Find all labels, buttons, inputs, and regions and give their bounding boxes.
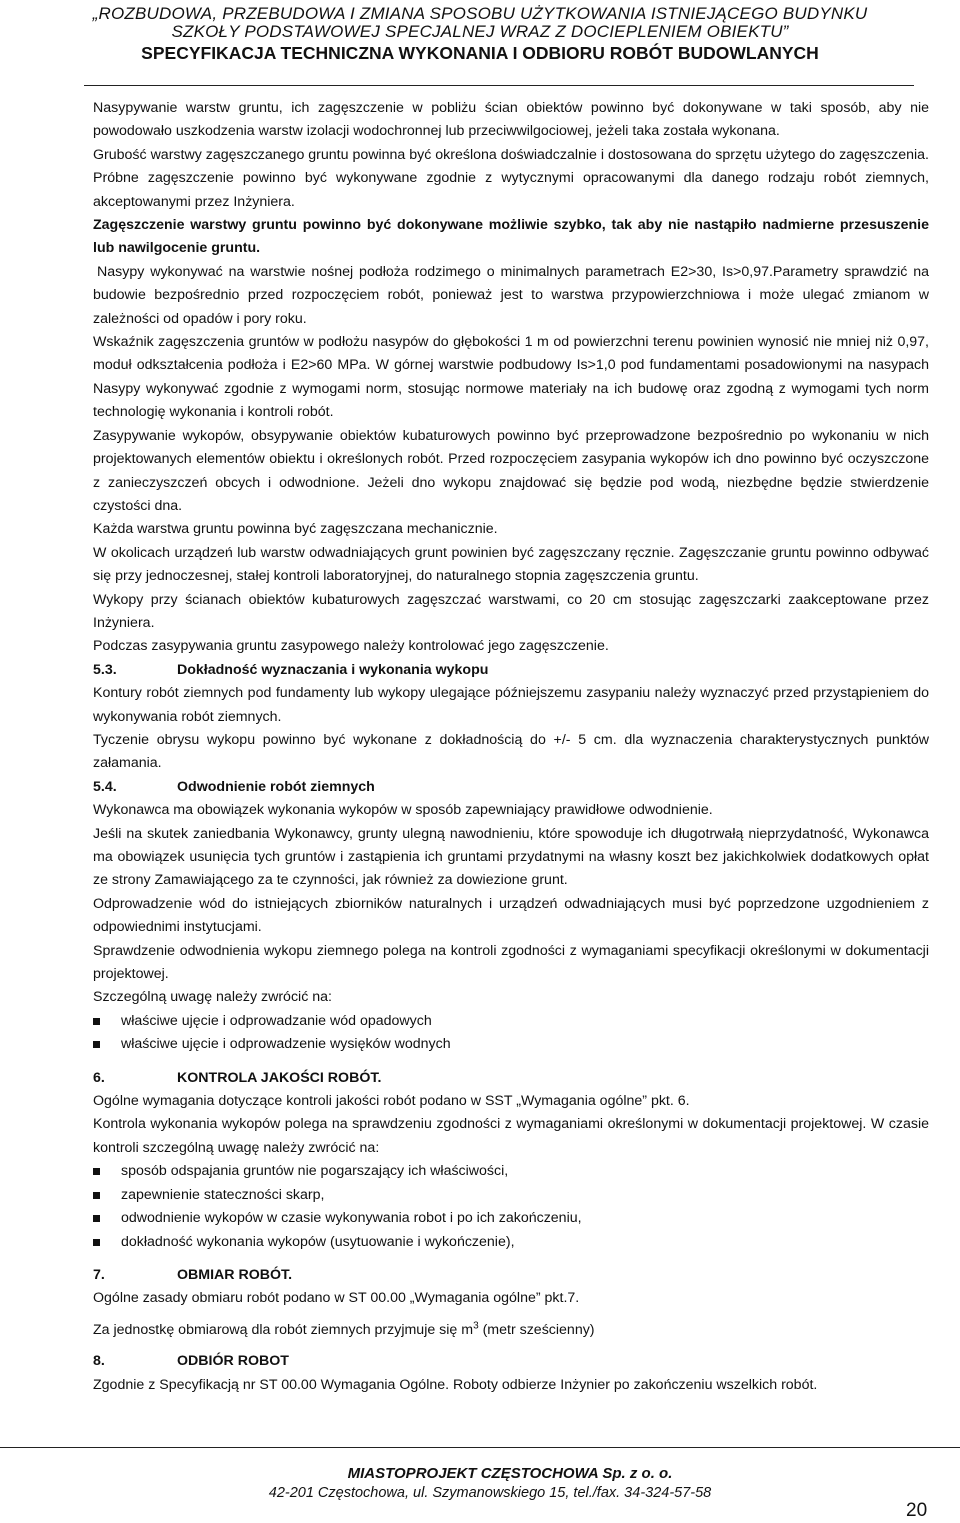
paragraph: Wykopy przy ścianach obiektów kubaturowych zagęszczać warstwami, co 20 cm stosując zagęszczarki zaakceptowane przez Inżyniera. bbox=[93, 591, 929, 631]
paragraph-unit bbox=[93, 1319, 929, 1342]
footer-company: MIASTOPROJEKT CZĘSTOCHOWA Sp. z o. o. bbox=[347, 1465, 673, 1482]
paragraph: Wskaźnik zagęszczenia gruntów w podłożu nasypów do głębokości 1 m od powierzchni terenu powinien wynosić nie mniej niż 0,97, moduł odkształcenia podłoża i E2>60 MPa. W górnej warstwie podbudowy Is>1,0 pod fundamentami posadowionymi na nasypach Nasypy wykonywać zgodnie z wymogami norm, stosując normowe materiały na ich budowę oraz zgodną z wymogami tych norm technologię wykonania i kontroli robót. bbox=[93, 334, 929, 421]
header-title-line-2: SZKOŁY PODSTAWOWEJ SPECJALNEJ WRAZ Z DOCIEPLENIEM OBIEKTU” bbox=[171, 22, 789, 41]
paragraph: Zgodnie z Specyfikacją nr ST 00.00 Wymagania Ogólne. Roboty odbierze Inżynier po zakończeniu wszelkich robót. bbox=[93, 1376, 818, 1393]
paragraph: Każda warstwa gruntu powinna być zagęszczana mechanicznie. bbox=[93, 521, 498, 538]
section-number: 6. bbox=[93, 1069, 105, 1086]
superscript: 3 bbox=[473, 1319, 479, 1331]
section-title: KONTROLA JAKOŚCI ROBÓT. bbox=[177, 1069, 382, 1086]
list-item: właściwe ujęcie i odprowadzenie wysięków wodnych bbox=[93, 1033, 929, 1056]
paragraph: Grubość warstwy zagęszczanego gruntu powinna być określona doświadczalnie i dostosowana do sprzętu użytego do zagęszczenia. Próbne zagęszczenie powinno być wykonywane zgodnie z wytycznymi opracowanymi dla danego rodzaju robót ziemnych, akceptowanymi przez Inżyniera. bbox=[93, 146, 929, 210]
section-number: 8. bbox=[93, 1353, 105, 1370]
paragraph: Kontury robót ziemnych pod fundamenty lub wykopy ulegające późniejszemu zasypaniu należy wyznaczyć przed przystąpieniem do wykonywania robót ziemnych. bbox=[93, 685, 929, 725]
paragraph: Podczas zasypywania gruntu zasypowego należy kontrolować jego zagęszczenie. bbox=[93, 638, 609, 655]
paragraph: Sprawdzenie odwodnienia wykopu ziemnego polega na kontroli zgodności z wymaganiami specyfikacji określonymi w dokumentacji projektowej. bbox=[93, 942, 929, 983]
header-spec-title: SPECYFIKACJA TECHNICZNA WYKONANIA I ODBIORU ROBÓT BUDOWLANYCH bbox=[141, 43, 819, 63]
bullet-list bbox=[93, 1160, 929, 1254]
unit-text-suffix: (metr sześcienny) bbox=[478, 1321, 595, 1338]
paragraph: Zasypywanie wykopów, obsypywanie obiektów kubaturowych powinno być przeprowadzone bezpośrednio po wykonaniu w nich projektowanych elementów obiektu i określonych robót. Przed rozpoczęciem zasypania wykopów ich dno powinno być oczyszczone z zanieczyszczeń obcych i odwodnione. Jeżeli dno wykopu znajdować się będzie pod wodą, niezbędne będzie stwierdzenie czystości dna. bbox=[93, 427, 929, 514]
paragraph: Jeśli na skutek zaniedbania Wykonawcy, grunty ulegną nawodnieniu, które spowoduje ich długotrwałą nieprzydatność, Wykonawca ma obowiązek usunięcia tych gruntów i zastąpienia ich gruntami przydatnymi na własny koszt bez jakichkolwiek dodatkowych opłat ze strony Zamawiającego za te czynności, jak również za dowiezione grunt. bbox=[93, 825, 929, 889]
paragraph: W okolicach urządzeń lub warstw odwadniających grunt powinien być zagęszczany ręcznie. Zagęszczanie gruntu powinno odbywać się przy jednoczesnej, stałej kontroli laboratoryjnej, do naturalnego stopnia zagęszczenia gruntu. bbox=[93, 544, 929, 585]
list-item: odwodnienie wykopów w czasie wykonywania robot i po ich zakończeniu, bbox=[93, 1207, 929, 1230]
section-number: 7. bbox=[93, 1266, 105, 1283]
header-title-line-1: „ROZBUDOWA, PRZEBUDOWA I ZMIANA SPOSOBU UŻYTKOWANIA ISTNIEJĄCEGO BUDYNKU bbox=[92, 4, 868, 23]
section-number: 5.4. bbox=[93, 778, 117, 795]
footer-address: 42-201 Częstochowa, ul. Szymanowskiego 15, tel./fax. 34-324-57-58 bbox=[268, 1485, 712, 1501]
paragraph: Tyczenie obrysu wykopu powinno być wykonane z dokładnością do +/- 5 cm. dla wyznaczenia charakterystycznych punktów załamania. bbox=[93, 731, 929, 772]
section-title: Dokładność wyznaczania i wykonania wykopu bbox=[177, 661, 489, 678]
section-heading-8 bbox=[93, 1350, 929, 1373]
paragraph: Kontrola wykonania wykopów polega na sprawdzeniu zgodności z wymaganiami określonymi w dokumentacji projektowej. W czasie kontroli szczególną uwagę należy zwrócić na: bbox=[93, 1116, 929, 1156]
paragraph: Odprowadzenie wód do istniejących zbiorników naturalnych i urządzeń odwadniających musi być poprzedzone uzgodnieniem z odpowiednimi instytucjami. bbox=[93, 895, 929, 936]
bullet-list bbox=[93, 1010, 929, 1057]
page-number: 20 bbox=[906, 1500, 928, 1521]
paragraph: Szczególną uwagę należy zwrócić na: bbox=[93, 989, 332, 1006]
section-heading-6 bbox=[93, 1067, 929, 1090]
section-heading-7 bbox=[93, 1264, 929, 1287]
section-title: Odwodnienie robót ziemnych bbox=[177, 778, 375, 795]
section-title: ODBIÓR ROBOT bbox=[177, 1353, 289, 1370]
paragraph: Wykonawca ma obowiązek wykonania wykopów w sposób zapewniający prawidłowe odwodnienie. bbox=[93, 802, 713, 819]
section-title: OBMIAR ROBÓT. bbox=[177, 1266, 293, 1283]
section-number: 5.3. bbox=[93, 661, 117, 678]
list-item: zapewnienie stateczności skarp, bbox=[93, 1184, 929, 1207]
footer-divider bbox=[0, 1447, 960, 1448]
document-body bbox=[93, 97, 929, 1397]
list-item: właściwe ujęcie i odprowadzanie wód opadowych bbox=[93, 1010, 929, 1033]
paragraph: Nasypy wykonywać na warstwie nośnej podłoża rodzimego o minimalnych parametrach E2>30, Is>0,97.Parametry sprawdzić na budowie bezpośrednio przed rozpoczęciem robót, ponieważ jest to warstwa przypowierzchniowa i może ulegać zmianom w zależności od opadów i pory roku. bbox=[93, 263, 929, 327]
section-heading-5-3 bbox=[93, 659, 929, 682]
header-divider bbox=[84, 85, 914, 86]
section-heading-5-4 bbox=[93, 776, 929, 799]
unit-text: Za jednostkę obmiarową dla robót ziemnych przyjmuje się m bbox=[93, 1321, 474, 1338]
paragraph-bold: Zagęszczenie warstwy gruntu powinno być dokonywane możliwie szybko, tak aby nie nastąpiło nadmierne przesuszenie lub nawilgocenie gruntu. bbox=[93, 217, 929, 257]
list-item: dokładność wykonania wykopów (usytuowanie i wykończenie), bbox=[93, 1231, 929, 1254]
paragraph: Ogólne wymagania dotyczące kontroli jakości robót podano w SST „Wymagania ogólne” pkt. 6. bbox=[93, 1093, 690, 1110]
paragraph: Ogólne zasady obmiaru robót podano w ST 00.00 „Wymagania ogólne” pkt.7. bbox=[93, 1290, 580, 1307]
paragraph: Nasypywanie warstw gruntu, ich zagęszczenie w pobliżu ścian obiektów powinno być dokonywane w taki sposób, aby nie powodowało uszkodzenia warstw izolacji wodochronnej lub przeciwwilgociowej, jeżeli taka została wykonana. bbox=[93, 100, 929, 140]
list-item: sposób odspajania gruntów nie pogarszający ich właściwości, bbox=[93, 1160, 929, 1183]
